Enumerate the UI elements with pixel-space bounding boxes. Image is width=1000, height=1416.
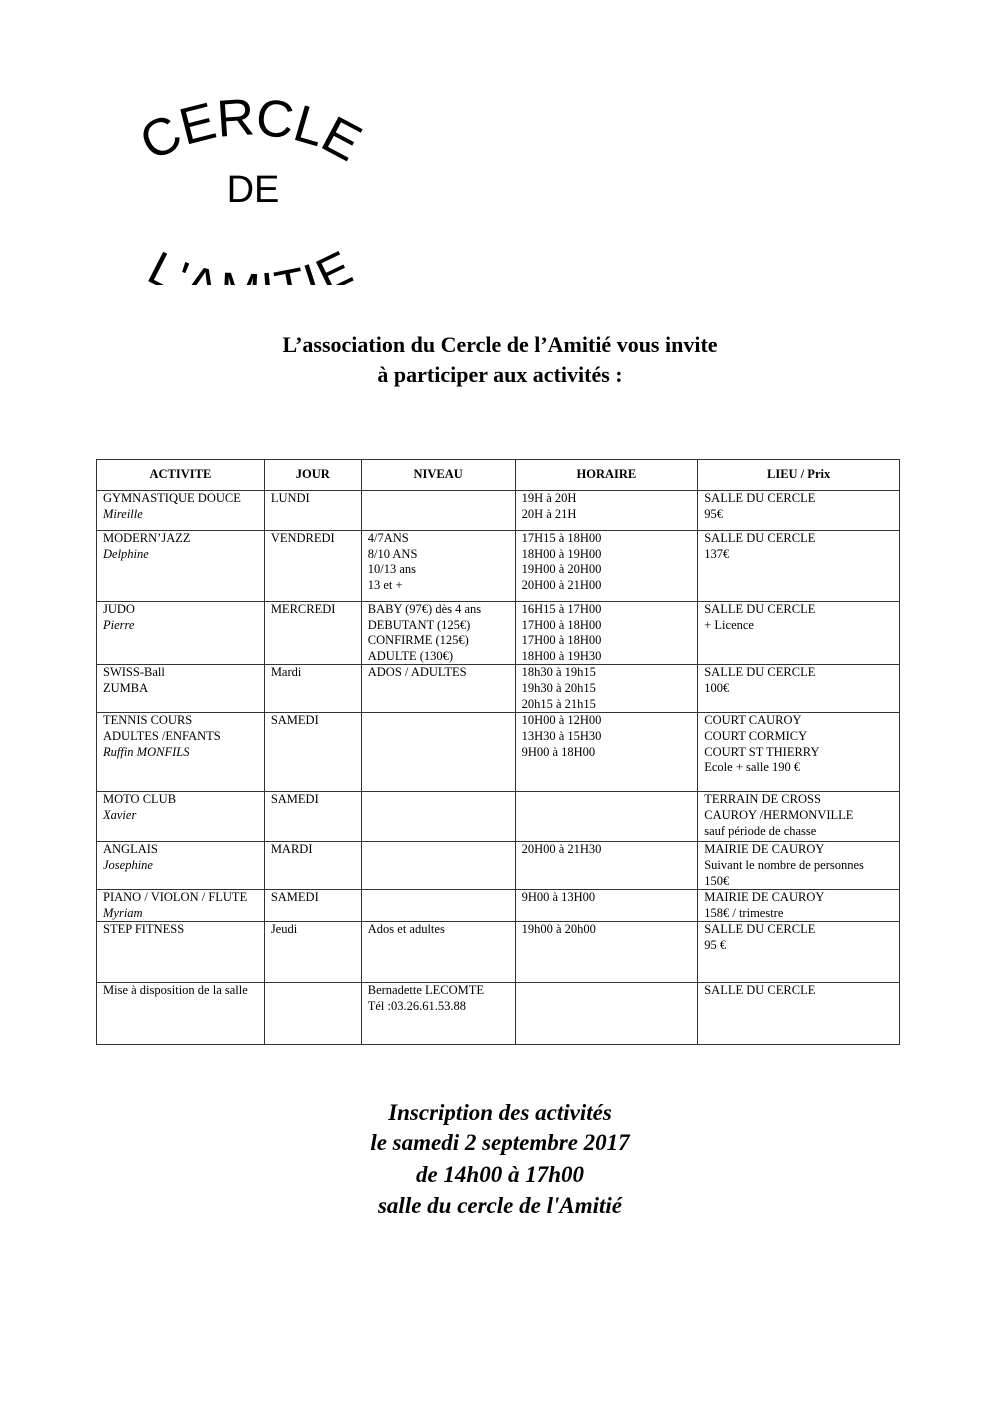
activities-table: [96, 459, 900, 1045]
level-cell: ADOS / ADULTES: [361, 665, 515, 713]
activity-name: SWISS-Ball: [103, 665, 165, 680]
level-cell: [361, 713, 515, 792]
logo-middle-text: DE: [226, 169, 280, 211]
hours-cell: 17H15 à 18H00 18H00 à 19H00 19H00 à 20H00 20H00 à 21H00: [515, 531, 698, 602]
level-cell: 4/7ANS 8/10 ANS 10/13 ans 13 et +: [361, 531, 515, 602]
activity-name: MOTO CLUB: [103, 792, 177, 807]
hours-cell: 18h30 à 19h15 19h30 à 20h15 20h15 à 21h15: [515, 665, 698, 713]
table-row: [97, 713, 900, 792]
hours-cell: [515, 792, 698, 842]
registration-hours: de 14h00 à 17h00: [415, 1162, 585, 1187]
day-cell: LUNDI: [264, 491, 361, 531]
table-row: [97, 983, 900, 1045]
place-cell: COURT CAUROY COURT CORMICY COURT ST THIERRY Ecole + salle 190 €: [698, 713, 900, 792]
activity-name: TENNIS COURS: [103, 713, 193, 728]
invitation-heading-line2: à participer aux activités :: [377, 362, 623, 387]
day-cell: SAMEDI: [264, 792, 361, 842]
day-cell: MERCREDI: [264, 602, 361, 665]
table-row: [97, 890, 900, 922]
place-cell: MAIRIE DE CAUROY Suivant le nombre de personnes 150€: [698, 842, 900, 890]
activity-name-extra: ADULTES /ENFANTS: [103, 728, 221, 743]
table-row: [97, 665, 900, 713]
activity-name: MODERN’JAZZ: [103, 531, 191, 545]
day-cell: SAMEDI: [264, 890, 361, 922]
place-cell: MAIRIE DE CAUROY 158€ / trimestre: [698, 890, 900, 922]
registration-location: salle du cercle de l'Amitié: [377, 1193, 622, 1218]
registration-date: le samedi 2 septembre 2017: [370, 1130, 630, 1155]
level-cell: BABY (97€) dès 4 ans DEBUTANT (125€) CONFIRME (125€) ADULTE (130€): [361, 602, 515, 665]
activity-name: STEP FITNESS: [97, 922, 265, 983]
hours-cell: [515, 983, 698, 1045]
place-cell: SALLE DU CERCLE 95 €: [698, 922, 900, 983]
table-row: [97, 531, 900, 602]
header-place-price: LIEU / Prix: [698, 460, 900, 491]
hours-cell: 9H00 à 13H00: [515, 890, 698, 922]
day-cell: MARDI: [264, 842, 361, 890]
instructor-name: Mireille: [103, 506, 143, 521]
activity-name: Mise à disposition de la salle: [97, 983, 265, 1045]
hours-cell: 16H15 à 17H00 17H00 à 18H00 17H00 à 18H00 18H00 à 19H30: [515, 602, 698, 665]
day-cell: [264, 983, 361, 1045]
activity-name-extra: ZUMBA: [103, 680, 149, 695]
header-level: NIVEAU: [361, 460, 515, 491]
instructor-name: Josephine: [103, 857, 153, 872]
day-cell: VENDREDI: [264, 531, 361, 602]
level-cell: Ados et adultes: [361, 922, 515, 983]
place-cell: TERRAIN DE CROSS CAUROY /HERMONVILLE sauf période de chasse: [698, 792, 900, 842]
activity-name: JUDO: [103, 602, 135, 616]
logo-graphic: [95, 95, 405, 285]
instructor-name: Xavier: [103, 807, 137, 822]
level-cell: [361, 890, 515, 922]
activity-name: PIANO / VIOLON / FLUTE: [103, 890, 248, 905]
registration-title: Inscription des activités: [388, 1100, 612, 1125]
association-logo: [95, 95, 405, 285]
hours-cell: 19H à 20H 20H à 21H: [515, 491, 698, 531]
day-cell: Jeudi: [264, 922, 361, 983]
place-cell: SALLE DU CERCLE: [698, 983, 900, 1045]
day-cell: Mardi: [264, 665, 361, 713]
invitation-heading-line1: L’association du Cercle de l’Amitié vous invite: [282, 332, 718, 357]
header-hours: HORAIRE: [515, 460, 698, 491]
header-day: JOUR: [264, 460, 361, 491]
table-row: [97, 792, 900, 842]
level-cell: [361, 491, 515, 531]
activity-name: ANGLAIS: [103, 842, 158, 857]
table-row: [97, 491, 900, 531]
level-cell: Bernadette LECOMTE Tél :03.26.61.53.88: [361, 983, 515, 1045]
instructor-name: Myriam: [103, 905, 143, 920]
logo-top-text: CERCLE: [130, 95, 370, 173]
day-cell: SAMEDI: [264, 713, 361, 792]
instructor-name: Delphine: [103, 546, 149, 561]
table-row: [97, 602, 900, 665]
table-row: [97, 922, 900, 983]
place-cell: SALLE DU CERCLE 137€: [698, 531, 900, 602]
hours-cell: 10H00 à 12H00 13H30 à 15H30 9H00 à 18H00: [515, 713, 698, 792]
activity-name: GYMNASTIQUE DOUCE: [103, 491, 241, 505]
hours-cell: 20H00 à 21H30: [515, 842, 698, 890]
instructor-name: Ruffin MONFILS: [103, 744, 190, 759]
table-header-row: [97, 460, 900, 491]
level-cell: [361, 842, 515, 890]
place-cell: SALLE DU CERCLE 100€: [698, 665, 900, 713]
hours-cell: 19h00 à 20h00: [515, 922, 698, 983]
header-activity: ACTIVITE: [97, 460, 265, 491]
place-cell: SALLE DU CERCLE 95€: [698, 491, 900, 531]
level-cell: [361, 792, 515, 842]
instructor-name: Pierre: [103, 617, 135, 632]
table-row: [97, 842, 900, 890]
place-cell: SALLE DU CERCLE + Licence: [698, 602, 900, 665]
logo-bottom-text: L' IE: [139, 241, 360, 285]
